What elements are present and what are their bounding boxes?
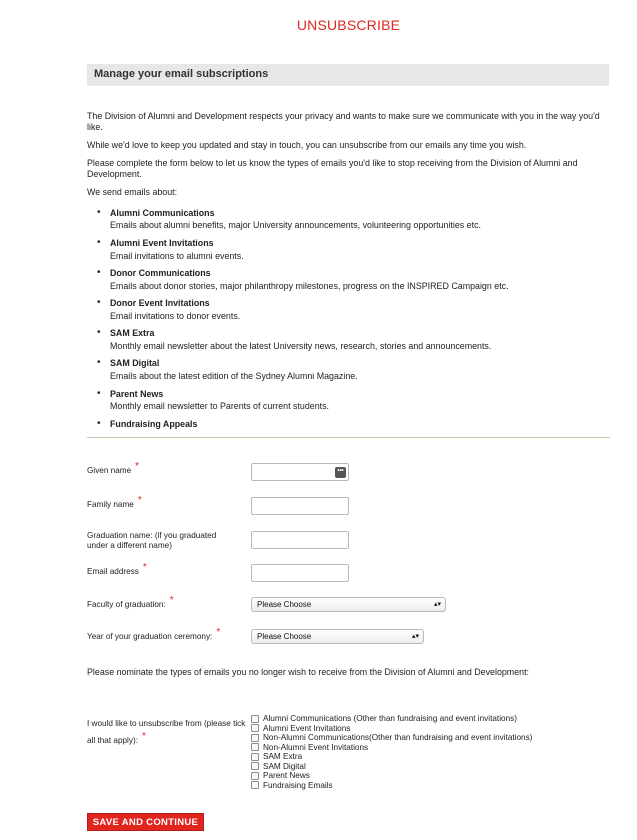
given-name-label: Given name *	[87, 461, 140, 475]
checkbox[interactable]	[251, 753, 259, 761]
faculty-select-value: Please Choose	[257, 600, 312, 609]
list-item: • Donor Event Invitations Email invitations to donor events.	[97, 297, 241, 321]
required-marker: *	[137, 495, 142, 506]
list-item: • SAM Digital Emails about the latest edition of the Sydney Alumni Magazine.	[97, 357, 358, 381]
checkbox-item[interactable]: SAM Digital	[251, 762, 532, 772]
select-arrows-icon: ▴▾	[411, 633, 419, 640]
list-item: • Alumni Event Invitations Email invitations to alumni events.	[97, 237, 244, 261]
bullet-icon: •	[97, 297, 101, 309]
required-marker: *	[142, 562, 147, 573]
checkbox-item[interactable]: Parent News	[251, 771, 532, 781]
email-input[interactable]	[251, 564, 349, 582]
intro-paragraph: Please complete the form below to let us know the types of emails you'd like to stop receiving from the Division of Alumni and Development.	[87, 158, 578, 179]
bullet-icon: •	[97, 387, 101, 399]
intro-text	[87, 111, 612, 203]
save-and-continue-button[interactable]: SAVE AND CONTINUE	[87, 813, 204, 831]
unsubscribe-checkbox-list	[251, 714, 532, 790]
checkbox[interactable]	[251, 743, 259, 751]
section-heading: Manage your email subscriptions	[87, 64, 609, 86]
intro-paragraph: The Division of Alumni and Development respects your privacy and wants to make sure we communicate with you in the way you'd like.	[87, 111, 600, 132]
year-select-value: Please Choose	[257, 632, 312, 641]
family-name-label: Family name *	[87, 495, 142, 509]
checkbox[interactable]	[251, 762, 259, 770]
year-label: Year of your graduation ceremony: *	[87, 627, 221, 641]
page-title: UNSUBSCRIBE	[296, 17, 401, 33]
nominate-text: Please nominate the types of emails you no longer wish to receive from the Division of Alumni and Development:	[87, 667, 530, 677]
bullet-icon: •	[97, 207, 101, 218]
checkbox-item[interactable]: Alumni Communications (Other than fundraising and event invitations)	[251, 714, 532, 724]
year-select[interactable]	[251, 629, 424, 644]
bullet-icon: •	[97, 357, 101, 369]
checkbox[interactable]	[251, 734, 259, 742]
checkbox[interactable]	[251, 781, 259, 789]
list-item: • Donor Communications Emails about donor stories, major philanthropy milestones, progress on the INSPIRED Campaign etc.	[97, 267, 509, 291]
checkbox[interactable]	[251, 772, 259, 780]
unsubscribe-label: I would like to unsubscribe from (please tick all that apply): *	[87, 719, 246, 745]
bullet-icon: •	[97, 267, 101, 279]
checkbox-item[interactable]: Non-Alumni Communications(Other than fundraising and event invitations)	[251, 733, 532, 743]
checkbox-item[interactable]: SAM Extra	[251, 752, 532, 762]
checkbox[interactable]	[251, 715, 259, 723]
family-name-input[interactable]	[251, 497, 349, 515]
checkbox-item[interactable]: Fundraising Emails	[251, 781, 532, 791]
required-marker: *	[169, 595, 174, 606]
graduation-name-input[interactable]	[251, 531, 349, 549]
required-marker: *	[135, 461, 140, 472]
section-divider	[87, 437, 610, 438]
required-marker: *	[216, 627, 221, 638]
email-types-list	[97, 207, 607, 448]
select-arrows-icon: ▴▾	[433, 601, 441, 608]
intro-paragraph: While we'd love to keep you updated and stay in touch, you can unsubscribe from our emails any time you wish.	[87, 140, 527, 150]
bullet-icon: •	[97, 417, 101, 429]
list-item: • Alumni Communications Emails about alumni benefits, major University announcements, volunteering opportunities etc.	[97, 207, 481, 231]
list-item: • Fundraising Appeals	[97, 417, 198, 429]
graduation-name-label: Graduation name: (if you graduated under a different name)	[87, 531, 217, 550]
bullet-icon: •	[97, 237, 101, 249]
faculty-label: Faculty of graduation: *	[87, 595, 174, 609]
checkbox-item[interactable]: Alumni Event Invitations	[251, 724, 532, 734]
faculty-select[interactable]	[251, 597, 446, 612]
email-label: Email address *	[87, 562, 147, 576]
list-item: • Parent News Monthly email newsletter to Parents of current students.	[97, 387, 330, 411]
checkbox-item[interactable]: Non-Alumni Event Invitations	[251, 743, 532, 753]
checkbox[interactable]	[251, 724, 259, 732]
bullet-icon: •	[97, 327, 101, 339]
password-manager-icon[interactable]: •••	[335, 467, 346, 478]
given-name-input[interactable]	[251, 463, 349, 481]
intro-paragraph: We send emails about:	[87, 187, 178, 197]
required-marker: *	[141, 731, 146, 742]
list-item: • SAM Extra Monthly email newsletter about the latest University news, research, stories and announcements.	[97, 327, 492, 351]
